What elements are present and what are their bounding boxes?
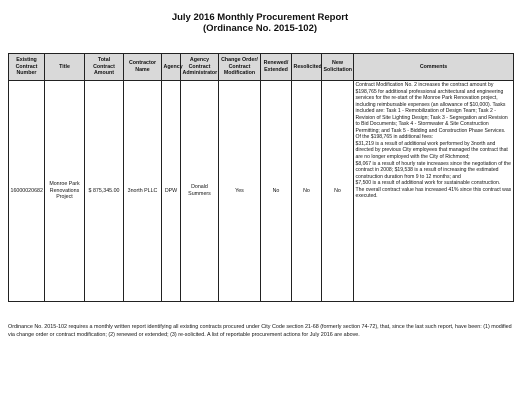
cell-resolicited: No [292, 81, 322, 302]
comment-line: $31,219 is a result of additional work performed by 3north and directed by previous City employees that managed the contract that are no longer employed with the City of Richmond; [355, 140, 508, 161]
cell-title: Monroe Park Renovations Project [45, 81, 85, 302]
table-header-row [9, 54, 514, 81]
report-subtitle: (Ordinance No. 2015-102) [202, 23, 318, 34]
cell-agency: DPW [162, 81, 181, 302]
table-row [9, 81, 514, 302]
header-contract-number: Existing Contract Number [9, 54, 45, 81]
header-renewed: Renewed/ Extended [261, 54, 292, 81]
header-administrator: Agency Contract Administrator [181, 54, 219, 81]
cell-new-solicitation: No [322, 81, 354, 302]
ordinance-footnote: Ordinance No. 2015-102 requires a monthly written report identifying all existing contracts procured under City Code section 21-68 (formerly section 74-72), that, since the last such report, have been: (1) modified via change order or contract modification; (2) renewed or extended; (3) re-solicited. A list of reportable procurement actions for July 2016 are above. [8, 324, 512, 338]
header-title: Title [45, 54, 85, 81]
header-total-amount: Total Contract Amount [85, 54, 124, 81]
report-title: July 2016 Monthly Procurement Report [171, 12, 349, 23]
cell-total-amount: $ 875,345.00 [85, 81, 124, 302]
header-contractor: Contractor Name [124, 54, 162, 81]
header-resolicited: Resolicited [292, 54, 322, 81]
comment-line: $8,067 is a result of hourly rate increases since the negotiation of the contract in 2008; $19,538 is a result of increasing the estimated construction duration from 9 to 12 months; and [355, 160, 511, 180]
header-comments: Comments [354, 54, 514, 81]
cell-renewed: No [261, 81, 292, 302]
header-new-solicitation: New Solicitation [322, 54, 354, 81]
comment-line: Contract Modification No. 2 increases the contract amount by $198,765 for additional professional architectural and engineering services for the re-start of the Monroe Park Renovation project, including reimbursable expenses (an allowance of $10,000). Tasks included are: Task 1 - Remobilization of Design Team; Task 2 - Revision of Site Lighting Design; Task 3 - Segregation and Revision to Bid Documents; Task 4 - Stormwater & Site Construction Permitting; and Task 5 - Bidding and Construction Phase Services. Of the $198,765 in additional fees: [355, 82, 508, 141]
cell-administrator: Donald Summers [181, 81, 219, 302]
cell-comments [354, 81, 514, 302]
header-change-order: Change Order/ Contract Modification [219, 54, 261, 81]
procurement-table [8, 53, 514, 302]
comment-line: The overall contract value has increased 41% since this contract was executed. [355, 186, 512, 200]
cell-contractor: 3north PLLC [124, 81, 162, 302]
header-agency: Agency [162, 54, 181, 81]
comment-line: $7,500 is a result of additional work for sustainable construction. [355, 180, 501, 187]
cell-contract-number: 16000020682 [9, 81, 45, 302]
cell-change-order: Yes [219, 81, 261, 302]
